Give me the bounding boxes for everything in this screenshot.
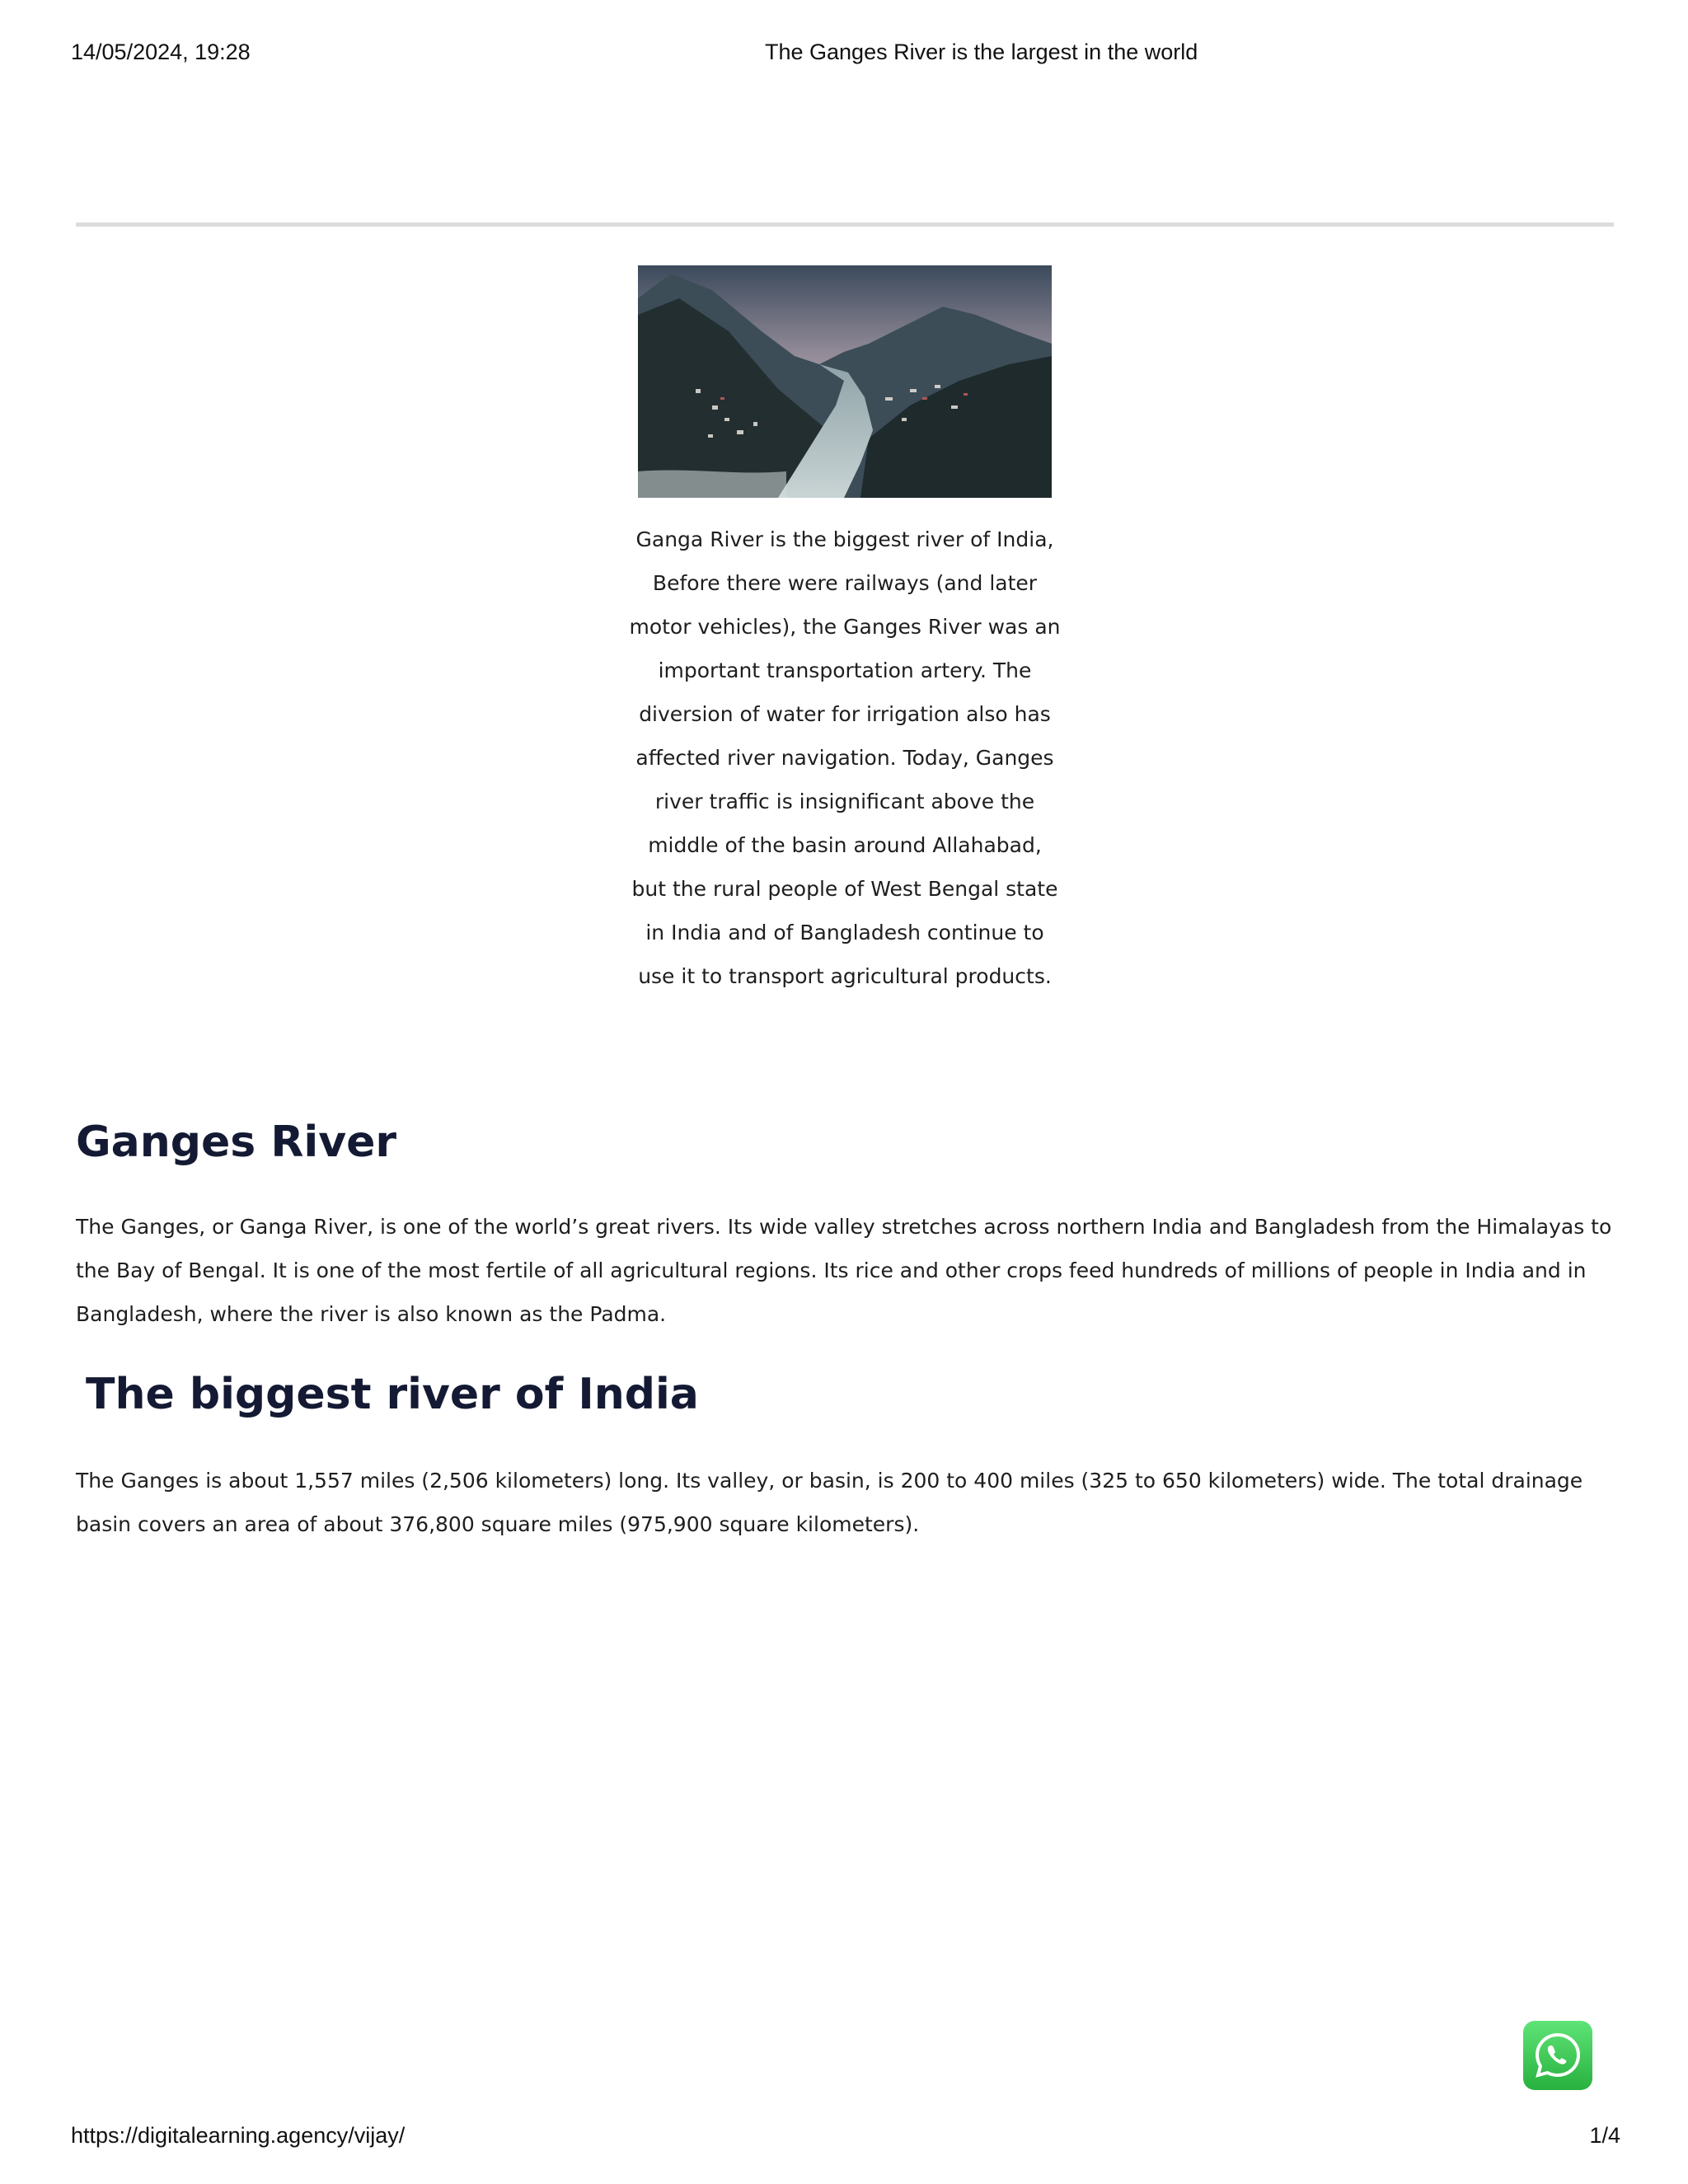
print-header-datetime: 14/05/2024, 19:28: [71, 40, 251, 64]
section-body-ganges-river: The Ganges, or Ganga River, is one of the world’s great rivers. Its wide valley stretches across northern India and Bangladesh from the Himalayas to the Bay of Bengal. It is one of the most fertile of all agricultural regions. Its rice and other crops feed hundreds of millions of people in India and in Bangladesh, where the river is also known as the Padma.: [76, 1215, 1612, 1326]
print-footer-page-number: 1/4: [1589, 2123, 1620, 2148]
print-footer-url: https://digitalearning.agency/vijay/: [71, 2123, 406, 2148]
image-caption: Ganga River is the biggest river of India, Before there were railways (and later motor vehicles), the Ganges River was an important transportation artery. The diversion of water for irrigation also has affected river navigation. Today, Ganges river traffic is insignificant above the middle of the basin around Allahabad, but the rural people of West Bengal state in India and of Bangladesh continue to use it to transport agricultural products.: [629, 527, 1061, 988]
hero-image: [638, 265, 1052, 498]
whatsapp-icon: [1532, 2030, 1583, 2081]
section-body-biggest-river: The Ganges is about 1,557 miles (2,506 kilometers) long. Its valley, or basin, is 200 to 400 miles (325 to 650 kilometers) wide. The total drainage basin covers an area of about 376,800 square miles (975,900 square kilometers).: [76, 1469, 1583, 1536]
print-header-title: The Ganges River is the largest in the world: [765, 40, 1198, 64]
section-heading-biggest-river: The biggest river of India: [86, 1370, 699, 1419]
whatsapp-chat-button[interactable]: [1523, 2021, 1592, 2090]
header-divider: [76, 223, 1614, 227]
section-heading-ganges-river: Ganges River: [76, 1118, 397, 1167]
